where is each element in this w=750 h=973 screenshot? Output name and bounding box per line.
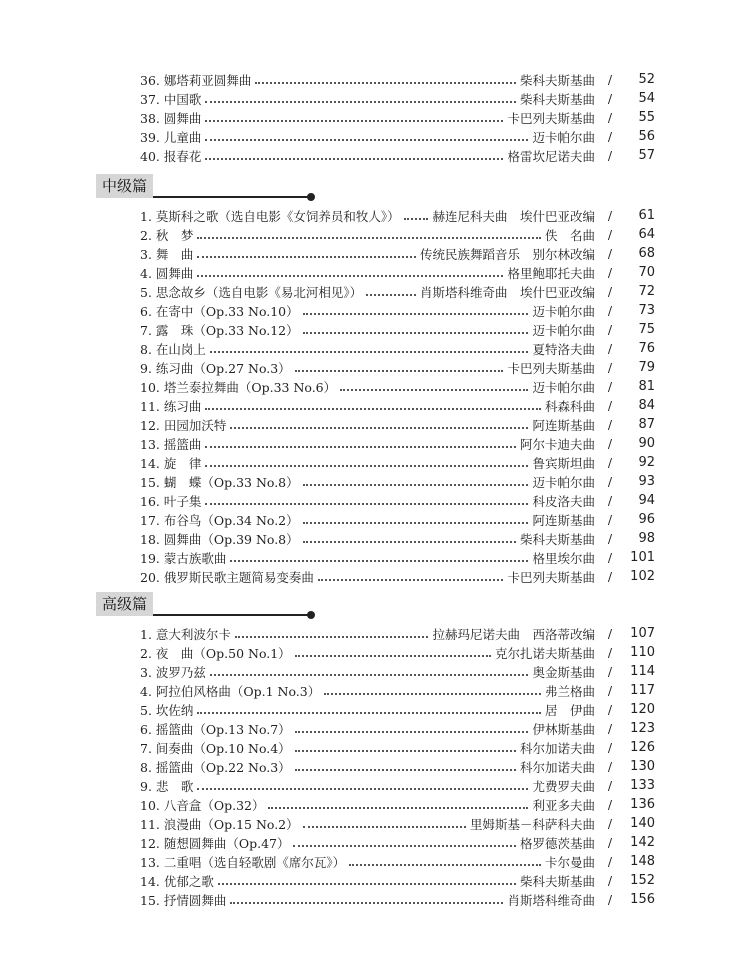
section-heading-label: 高级篇 [96, 592, 153, 616]
dot-leader [303, 331, 529, 334]
toc-entry[interactable] [140, 567, 655, 586]
dot-leader [205, 464, 528, 467]
dot-leader [404, 217, 429, 220]
entry-separator: / [607, 455, 613, 470]
dot-leader [349, 863, 541, 866]
entry-title: 11. 浪漫曲（Op.15 No.2） [140, 816, 299, 832]
entry-composer: 卡尔曼曲 [544, 854, 595, 870]
entry-page-number: 70 [638, 265, 655, 280]
entry-page-number: 94 [638, 493, 655, 508]
entry-separator: / [607, 892, 613, 907]
entry-page-number: 140 [630, 816, 655, 831]
entry-page-number: 120 [630, 702, 655, 717]
toc-entry[interactable] [140, 833, 655, 852]
dot-leader [205, 407, 541, 410]
dot-leader [197, 236, 541, 239]
dot-leader [230, 901, 503, 904]
entry-composer: 科尔加诺夫曲 [519, 740, 595, 756]
toc-entry[interactable] [140, 146, 655, 165]
dot-leader [366, 293, 416, 296]
entry-page-number: 87 [638, 417, 655, 432]
entry-composer: 柴科夫斯基曲 [519, 91, 595, 107]
entry-page-number: 79 [638, 360, 655, 375]
entry-separator: / [607, 91, 613, 106]
dot-leader [205, 100, 516, 103]
entry-title: 11. 练习曲 [140, 398, 202, 414]
toc-entry[interactable] [140, 108, 655, 127]
entry-title: 36. 娜塔莉亚圆舞曲 [140, 72, 252, 88]
dot-leader [205, 138, 528, 141]
toc-entry[interactable] [140, 643, 655, 662]
entry-separator: / [607, 284, 613, 299]
dot-leader [205, 502, 528, 505]
entry-title: 3. 波罗乃兹 [140, 664, 206, 680]
entry-page-number: 75 [638, 322, 655, 337]
dot-leader [197, 787, 528, 790]
toc-entry[interactable] [140, 662, 655, 681]
dot-leader [268, 806, 528, 809]
entry-page-number: 81 [638, 379, 655, 394]
entry-page-number: 68 [638, 246, 655, 261]
toc-entry[interactable] [140, 377, 655, 396]
entry-title: 16. 叶子集 [140, 493, 202, 509]
toc-entry[interactable] [140, 719, 655, 738]
entry-page-number: 130 [630, 759, 655, 774]
entry-composer: 肖斯塔科维奇曲 [507, 892, 595, 908]
entry-page-number: 90 [638, 436, 655, 451]
entry-page-number: 102 [630, 569, 655, 584]
entry-title: 7. 露 珠（Op.33 No.12） [140, 322, 299, 338]
entry-page-number: 142 [630, 835, 655, 850]
heading-dot-icon [307, 193, 315, 201]
entry-title: 9. 悲 歌 [140, 778, 194, 794]
entry-page-number: 117 [630, 683, 655, 698]
entry-composer: 卡巴列夫斯基曲 [507, 110, 595, 126]
entry-composer: 柴科夫斯基曲 [519, 873, 595, 889]
entry-page-number: 56 [638, 129, 655, 144]
dot-leader [295, 369, 504, 372]
toc-entry[interactable] [140, 624, 655, 643]
entry-title: 37. 中国歌 [140, 91, 202, 107]
toc-entry[interactable] [140, 282, 655, 301]
entry-title: 13. 二重唱（选自轻歌剧《席尔瓦》） [140, 854, 346, 870]
entry-title: 39. 儿童曲 [140, 129, 202, 145]
entry-composer: 赫连尼科夫曲 埃什巴亚改编 [432, 208, 595, 224]
entry-page-number: 57 [638, 148, 655, 163]
entry-composer: 科尔加诺夫曲 [519, 759, 595, 775]
entry-title: 20. 俄罗斯民歌主题简易变奏曲 [140, 569, 314, 585]
entry-title: 19. 蒙古族歌曲 [140, 550, 227, 566]
entry-title: 2. 夜 曲（Op.50 No.1） [140, 645, 291, 661]
entry-title: 4. 圆舞曲 [140, 265, 194, 281]
toc-entry[interactable] [140, 529, 655, 548]
entry-title: 2. 秋 梦 [140, 227, 194, 243]
entry-separator: / [607, 208, 613, 223]
entry-composer: 格里埃尔曲 [532, 550, 595, 566]
entry-separator: / [607, 72, 613, 87]
entry-composer: 格雷坎尼诺夫曲 [507, 148, 595, 164]
entry-separator: / [607, 379, 613, 394]
dot-leader [255, 81, 516, 84]
entry-title: 5. 思念故乡（选自电影《易北河相见》） [140, 284, 363, 300]
entry-page-number: 133 [630, 778, 655, 793]
toc-entry[interactable] [140, 70, 655, 89]
toc-entry[interactable] [140, 871, 655, 890]
entry-title: 15. 蝴 蝶（Op.33 No.8） [140, 474, 299, 490]
entry-page-number: 148 [630, 854, 655, 869]
entry-title: 6. 摇篮曲（Op.13 No.7） [140, 721, 291, 737]
entry-separator: / [607, 854, 613, 869]
entry-page-number: 64 [638, 227, 655, 242]
entry-page-number: 96 [638, 512, 655, 527]
toc-entry[interactable] [140, 244, 655, 263]
entry-composer: 鲁宾斯坦曲 [532, 455, 595, 471]
entry-separator: / [607, 816, 613, 831]
toc-entry[interactable] [140, 434, 655, 453]
entry-title: 5. 坎佐纳 [140, 702, 194, 718]
toc-entry[interactable] [140, 776, 655, 795]
entry-separator: / [607, 512, 613, 527]
entry-separator: / [607, 436, 613, 451]
entry-separator: / [607, 474, 613, 489]
entry-title: 14. 旋 律 [140, 455, 202, 471]
entry-title: 10. 八音盒（Op.32） [140, 797, 265, 813]
entry-title: 15. 抒情圆舞曲 [140, 892, 227, 908]
entry-separator: / [607, 322, 613, 337]
entry-separator: / [607, 531, 613, 546]
entry-page-number: 92 [638, 455, 655, 470]
entry-separator: / [607, 246, 613, 261]
toc-entry[interactable] [140, 700, 655, 719]
entry-separator: / [607, 759, 613, 774]
entry-title: 13. 摇篮曲 [140, 436, 202, 452]
toc-entry[interactable] [140, 472, 655, 491]
dot-leader [205, 119, 503, 122]
toc-entry[interactable] [140, 89, 655, 108]
entry-separator: / [607, 778, 613, 793]
entry-composer: 佚 名曲 [544, 227, 595, 243]
entry-composer: 居 伊曲 [544, 702, 595, 718]
toc-entry[interactable] [140, 127, 655, 146]
entry-page-number: 123 [630, 721, 655, 736]
entry-page-number: 76 [638, 341, 655, 356]
entry-separator: / [607, 873, 613, 888]
entry-separator: / [607, 341, 613, 356]
entry-composer: 肖斯塔科维奇曲 埃什巴亚改编 [419, 284, 595, 300]
entry-composer: 夏特洛夫曲 [532, 341, 595, 357]
entry-separator: / [607, 227, 613, 242]
entry-composer: 尤费罗夫曲 [532, 778, 595, 794]
toc-entry[interactable] [140, 301, 655, 320]
entry-composer: 格罗德茨基曲 [519, 835, 595, 851]
entry-separator: / [607, 493, 613, 508]
entry-composer: 卡巴列夫斯基曲 [507, 360, 595, 376]
entry-page-number: 156 [630, 892, 655, 907]
toc-entry[interactable] [140, 814, 655, 833]
dot-leader [340, 388, 528, 391]
dot-leader [235, 635, 429, 638]
dot-leader [295, 749, 516, 752]
toc-entry[interactable] [140, 206, 655, 225]
entry-composer: 弗兰格曲 [544, 683, 595, 699]
dot-leader [197, 711, 541, 714]
entry-title: 17. 布谷鸟（Op.34 No.2） [140, 512, 299, 528]
entry-separator: / [607, 129, 613, 144]
entry-composer: 伊林斯基曲 [532, 721, 595, 737]
section-heading-label: 中级篇 [96, 174, 153, 198]
toc-section [140, 624, 655, 909]
dot-leader [230, 426, 528, 429]
entry-page-number: 136 [630, 797, 655, 812]
entry-composer: 格里鲍耶托夫曲 [507, 265, 595, 281]
toc-entry[interactable] [140, 795, 655, 814]
toc-entry[interactable] [140, 510, 655, 529]
entry-page-number: 55 [638, 110, 655, 125]
entry-separator: / [607, 721, 613, 736]
entry-separator: / [607, 110, 613, 125]
entry-page-number: 101 [630, 550, 655, 565]
entry-page-number: 114 [630, 664, 655, 679]
entry-page-number: 152 [630, 873, 655, 888]
entry-title: 38. 圆舞曲 [140, 110, 202, 126]
entry-page-number: 98 [638, 531, 655, 546]
entry-separator: / [607, 569, 613, 584]
toc-entry[interactable] [140, 738, 655, 757]
entry-separator: / [607, 683, 613, 698]
entry-composer: 拉赫玛尼诺夫曲 西洛蒂改编 [432, 626, 595, 642]
dot-leader [210, 350, 529, 353]
toc-entry[interactable] [140, 339, 655, 358]
entry-composer: 传统民族舞蹈音乐 别尔林改编 [419, 246, 595, 262]
entry-page-number: 73 [638, 303, 655, 318]
entry-title: 12. 随想圆舞曲（Op.47） [140, 835, 290, 851]
toc-section [140, 206, 655, 586]
toc-entry[interactable] [140, 548, 655, 567]
entry-composer: 里姆斯基－科萨科夫曲 [469, 816, 595, 832]
entry-title: 4. 阿拉伯风格曲（Op.1 No.3） [140, 683, 321, 699]
entry-composer: 柴科夫斯基曲 [519, 72, 595, 88]
entry-separator: / [607, 626, 613, 641]
entry-separator: / [607, 645, 613, 660]
entry-title: 3. 舞 曲 [140, 246, 194, 262]
dot-leader [210, 673, 529, 676]
entry-separator: / [607, 797, 613, 812]
entry-title: 8. 在山岗上 [140, 341, 206, 357]
entry-composer: 利亚多夫曲 [532, 797, 595, 813]
dot-leader [295, 654, 491, 657]
entry-separator: / [607, 702, 613, 717]
entry-composer: 科皮洛夫曲 [532, 493, 595, 509]
dot-leader [205, 445, 516, 448]
dot-leader [295, 768, 516, 771]
entry-page-number: 72 [638, 284, 655, 299]
entry-separator: / [607, 664, 613, 679]
entry-page-number: 110 [630, 645, 655, 660]
toc-entry[interactable] [140, 415, 655, 434]
entry-page-number: 54 [638, 91, 655, 106]
toc-entry[interactable] [140, 396, 655, 415]
entry-separator: / [607, 417, 613, 432]
entry-composer: 迈卡帕尔曲 [532, 303, 595, 319]
entry-composer: 迈卡帕尔曲 [532, 129, 595, 145]
dot-leader [318, 578, 504, 581]
dot-leader [197, 274, 503, 277]
toc-entry[interactable] [140, 320, 655, 339]
entry-composer: 迈卡帕尔曲 [532, 322, 595, 338]
entry-title: 6. 在寄中（Op.33 No.10） [140, 303, 299, 319]
entry-composer: 阿连斯基曲 [532, 512, 595, 528]
entry-composer: 科森科曲 [544, 398, 595, 414]
toc-entry[interactable] [140, 358, 655, 377]
entry-title: 12. 田园加沃特 [140, 417, 227, 433]
dot-leader [205, 157, 503, 160]
toc-entry[interactable] [140, 491, 655, 510]
entry-title: 40. 报春花 [140, 148, 202, 164]
toc-entry[interactable] [140, 681, 655, 700]
toc-entry[interactable] [140, 453, 655, 472]
entry-separator: / [607, 835, 613, 850]
dot-leader [218, 882, 516, 885]
entry-composer: 克尔扎诺夫斯基曲 [494, 645, 595, 661]
dot-leader [303, 540, 516, 543]
entry-page-number: 126 [630, 740, 655, 755]
toc-entry[interactable] [140, 225, 655, 244]
dot-leader [230, 559, 528, 562]
dot-leader [303, 825, 466, 828]
entry-composer: 柴科夫斯基曲 [519, 531, 595, 547]
dot-leader [303, 521, 529, 524]
entry-composer: 阿连斯基曲 [532, 417, 595, 433]
entry-separator: / [607, 398, 613, 413]
entry-composer: 迈卡帕尔曲 [532, 379, 595, 395]
entry-separator: / [607, 148, 613, 163]
entry-composer: 阿尔卡迪夫曲 [519, 436, 595, 452]
entry-page-number: 84 [638, 398, 655, 413]
dot-leader [197, 255, 416, 258]
toc-entry[interactable] [140, 890, 655, 909]
entry-title: 8. 摇篮曲（Op.22 No.3） [140, 759, 291, 775]
dot-leader [303, 312, 529, 315]
entry-composer: 卡巴列夫斯基曲 [507, 569, 595, 585]
dot-leader [295, 730, 529, 733]
entry-title: 1. 意大利波尔卡 [140, 626, 231, 642]
entry-title: 1. 莫斯科之歌（选自电影《女饲养员和牧人》） [140, 208, 400, 224]
entry-title: 9. 练习曲（Op.27 No.3） [140, 360, 291, 376]
entry-title: 10. 塔兰泰拉舞曲（Op.33 No.6） [140, 379, 337, 395]
entry-page-number: 61 [638, 208, 655, 223]
entry-composer: 迈卡帕尔曲 [532, 474, 595, 490]
entry-separator: / [607, 740, 613, 755]
toc-entry[interactable] [140, 263, 655, 282]
entry-separator: / [607, 303, 613, 318]
entry-separator: / [607, 360, 613, 375]
entry-separator: / [607, 265, 613, 280]
dot-leader [324, 692, 541, 695]
entry-title: 18. 圆舞曲（Op.39 No.8） [140, 531, 299, 547]
entry-page-number: 52 [638, 72, 655, 87]
entry-composer: 奥金斯基曲 [532, 664, 595, 680]
toc-entry[interactable] [140, 757, 655, 776]
toc-entry[interactable] [140, 852, 655, 871]
toc-section [140, 70, 655, 165]
entry-separator: / [607, 550, 613, 565]
entry-title: 14. 优郁之歌 [140, 873, 214, 889]
entry-title: 7. 间奏曲（Op.10 No.4） [140, 740, 291, 756]
heading-dot-icon [307, 611, 315, 619]
entry-page-number: 107 [630, 626, 655, 641]
dot-leader [303, 483, 529, 486]
dot-leader [293, 844, 516, 847]
entry-page-number: 93 [638, 474, 655, 489]
